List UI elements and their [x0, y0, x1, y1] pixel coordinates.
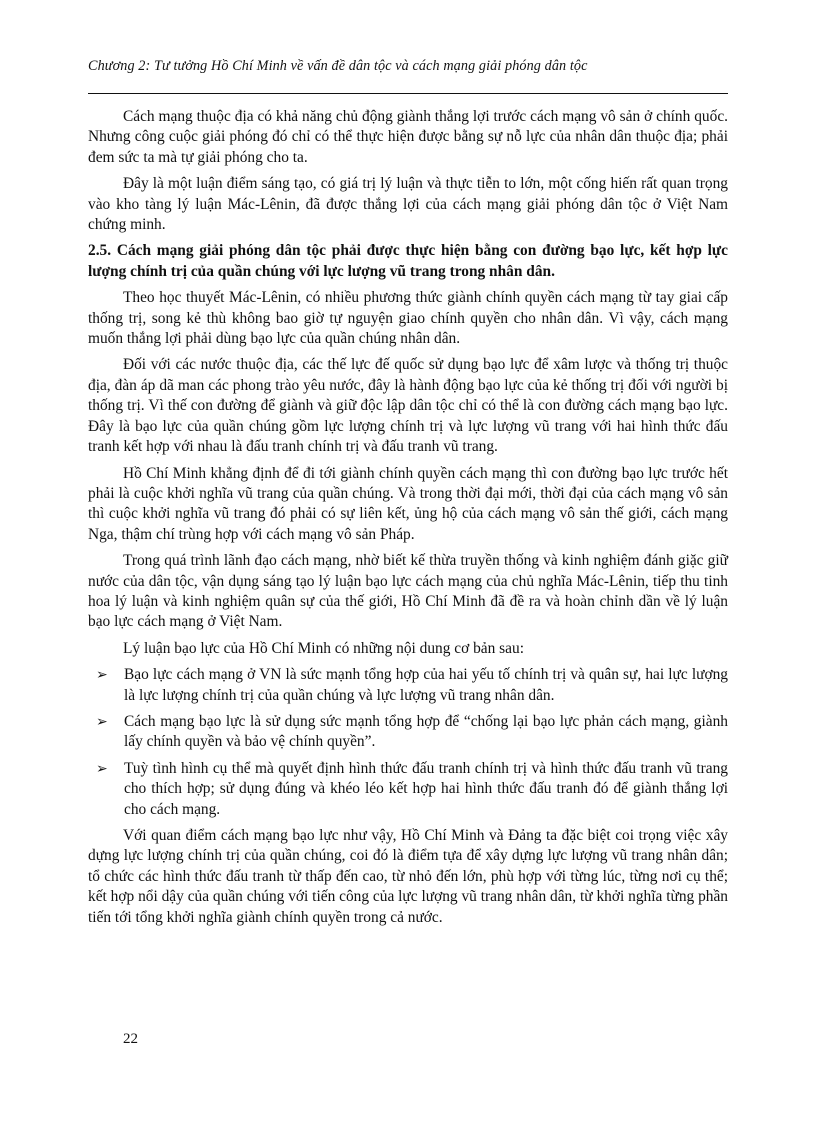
paragraph: Theo học thuyết Mác-Lênin, có nhiều phương thức giành chính quyền cách mạng từ tay giai cấp thống trị, song kẻ thù không bao giờ tự nguyện giao chính quyền cho nhân dân. Vì vậy, cách mạng muốn thắng lợi phải dùng bạo lực của quần chúng nhân dân.: [88, 289, 728, 348]
arrow-bullet-icon: ➢: [96, 713, 108, 730]
list-item: [88, 759, 728, 820]
paragraph: Trong quá trình lãnh đạo cách mạng, nhờ biết kế thừa truyền thống và kinh nghiệm đánh giặc giữ nước của dân tộc, vận dụng sáng tạo lý luận bạo lực cách mạng của chủ nghĩa Mác-Lênin, tiếp thu tinh hoa lý luận và kinh nghiệm quân sự của thế giới, Hồ Chí Minh đã đề ra và hoàn chỉnh dần về lý luận bạo lực cách mạng ở Việt Nam.: [88, 552, 728, 631]
bullet-list: [88, 665, 728, 820]
list-item: [88, 665, 728, 706]
list-item-text: Bạo lực cách mạng ở VN là sức mạnh tổng hợp của hai yếu tố chính trị và quân sự, hai lực lượng là lực lượng chính trị của quần chúng và lực lượng vũ trang nhân dân.: [124, 666, 728, 704]
header-rule: [88, 93, 728, 94]
list-item-text: Cách mạng bạo lực là sử dụng sức mạnh tổng hợp để “chống lại bạo lực phản cách mạng, giành lấy chính quyền và bảo vệ chính quyền”.: [124, 712, 728, 751]
running-header: Chương 2: Tư tưởng Hồ Chí Minh về vấn đề dân tộc và cách mạng giải phóng dân tộc: [88, 58, 588, 74]
section-heading: 2.5. Cách mạng giải phóng dân tộc phải được thực hiện bằng con đường bạo lực, kết hợp lực lượng chính trị của quần chúng với lực lượng vũ trang trong nhân dân.: [88, 242, 728, 280]
paragraph: Đây là một luận điểm sáng tạo, có giá trị lý luận và thực tiễn to lớn, một cống hiến rất quan trọng vào kho tàng lý luận Mác-Lênin, đã được thắng lợi của cách mạng giải phóng dân tộc ở Việt Nam chứng minh.: [88, 175, 728, 234]
paragraph: Hồ Chí Minh khẳng định để đi tới giành chính quyền cách mạng thì con đường bạo lực trước hết phải là cuộc khởi nghĩa vũ trang của quần chúng. Và trong thời đại mới, thời đại của cách mạng vô sản thì cuộc khởi nghĩa vũ trang đó phải có sự liên kết, ủng hộ của cách mạng vô sản thế giới, cách mạng Nga, thậm chí trùng hợp với cách mạng vô sản Pháp.: [88, 464, 728, 543]
closing-paragraph: Với quan điểm cách mạng bạo lực như vậy, Hồ Chí Minh và Đảng ta đặc biệt coi trọng việc xây dựng lực lượng chính trị của quần chúng, coi đó là điểm tựa để xây dựng lực lượng vũ trang nhân dân; tổ chức các hình thức đấu tranh từ thấp đến cao, từ nhỏ đến lớn, phù hợp với từng lúc, từng nơi cụ thể; kết hợp nổi dậy của quần chúng với tiến công của lực lượng vũ trang nhân dân, từ khởi nghĩa từng phần tiến tới tổng khởi nghĩa giành chính quyền trong cả nước.: [88, 827, 728, 926]
paragraph: Cách mạng thuộc địa có khả năng chủ động giành thắng lợi trước cách mạng vô sản ở chính quốc. Nhưng công cuộc giải phóng đó chỉ có thể thực hiện được bằng sự nỗ lực của nhân dân thuộc địa; phải đem sức ta mà tự giải phóng cho ta.: [88, 108, 728, 166]
list-item: [88, 712, 728, 753]
page-number: 22: [123, 1031, 138, 1047]
page-body: [88, 107, 728, 934]
list-item-text: Tuỳ tình hình cụ thể mà quyết định hình thức đấu tranh chính trị và hình thức đấu tranh vũ trang cho thích hợp; sử dụng đúng và khéo léo kết hợp hai hình thức đấu tranh đó để giành thắng lợi cho cách mạng.: [124, 759, 728, 818]
paragraph: Lý luận bạo lực của Hồ Chí Minh có những nội dung cơ bản sau:: [123, 639, 524, 657]
arrow-bullet-icon: ➢: [96, 667, 108, 684]
arrow-bullet-icon: ➢: [96, 760, 108, 777]
paragraph: Đối với các nước thuộc địa, các thế lực đế quốc sử dụng bạo lực để xâm lược và thống trị thuộc địa, đàn áp dã man các phong trào yêu nước, đây là hành động bạo lực của kẻ thống trị đối với người bị thống trị. Vì thế con đường để giành và giữ độc lập dân tộc chỉ có thể là con đường cách mạng bạo lực. Đây là bạo lực của quần chúng gồm lực lượng chính trị và lực lượng vũ trang với hai hình thức đấu tranh kết hợp với nhau là đấu tranh chính trị và đấu tranh vũ trang.: [88, 356, 728, 456]
